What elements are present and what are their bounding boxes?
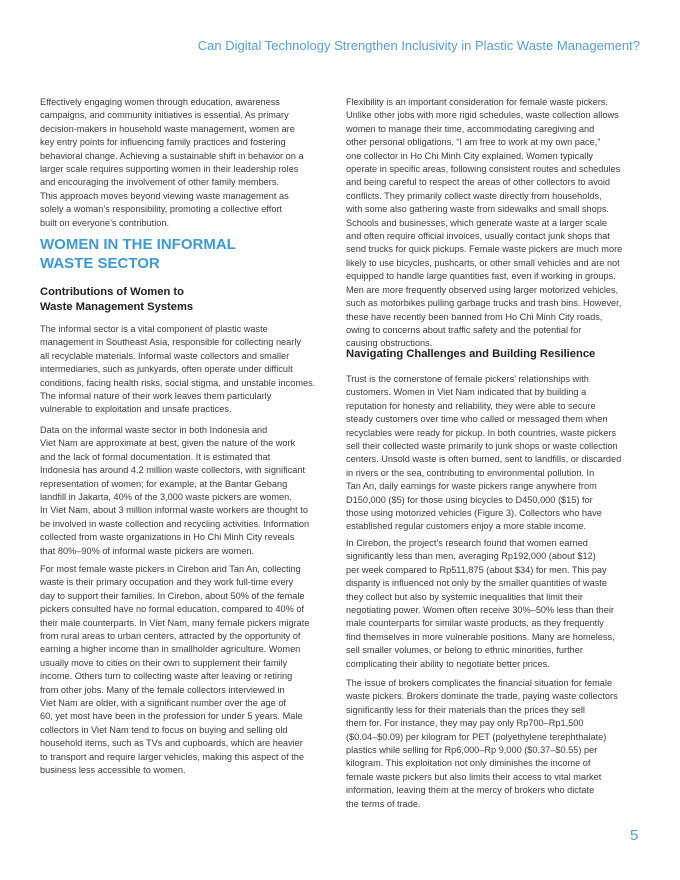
text-line: day to support their families. In Cirebon, about 50% of the female — [40, 590, 305, 601]
text-line: In Viet Nam, about 3 million informal waste workers are thought to — [40, 505, 308, 516]
text-line: recyclables were ready for pickup. In both countries, waste pickers — [346, 427, 617, 438]
text-line: In Cirebon, the project’s research found that women earned — [346, 538, 588, 548]
text-line: all recyclable materials. Informal waste collectors and smaller — [40, 350, 290, 361]
paragraph-cirebon — [346, 537, 644, 671]
text-line: causing obstructions. — [346, 338, 433, 349]
paragraph-female-pickers — [40, 563, 338, 778]
text-line: Schools and businesses, which generate waste at a larger scale — [346, 217, 607, 228]
text-line: reputation for honesty and reliability, they were able to secure — [346, 400, 596, 411]
text-line: and the lack of formal documentation. It is estimated that — [40, 451, 271, 462]
text-line: significantly less for their materials than the prices they sell — [346, 704, 585, 715]
text-line: Viet Nam are approximate at best, given the nature of the work — [40, 438, 296, 449]
paragraph-flexibility — [346, 96, 644, 351]
text-line: information, leaving them at the mercy of brokers who dictate — [346, 785, 595, 796]
text-line: owing to concerns about traffic safety and the potential for — [346, 324, 582, 335]
text-line: waste pickers. Brokers dominate the trade, paying waste collectors — [346, 691, 618, 702]
text-line: Viet Nam are older, with a significant number over the age of — [40, 698, 286, 709]
text-line: significantly less than men, averaging Rp192,000 (about $12) — [346, 551, 596, 562]
text-line: campaigns, and community initiatives is essential. As primary — [40, 110, 289, 121]
text-line: intermediaries, such as junkyards, often operate under difficult — [40, 364, 293, 375]
text-line: earning a higher income than in smallholder agriculture. Women — [40, 644, 301, 655]
text-line: usually move to cities on their own to supplement their family — [40, 657, 288, 668]
text-line: disparity is influenced not only by the smaller quantities of waste — [346, 578, 607, 589]
text-line: key entry points for influencing family practices and fostering — [40, 137, 286, 148]
text-line: and being careful to respect the areas of other collectors to avoid — [346, 177, 611, 188]
text-line: WOMEN IN THE INFORMAL — [40, 236, 236, 253]
text-line: customers. Women in Viet Nam indicated that by building a — [346, 387, 587, 398]
text-line: be involved in waste collection and recycling activities. Information — [40, 518, 310, 529]
text-line: solely a woman’s responsibility, promoting a collective effort — [40, 204, 283, 215]
text-line: representation of women; for example, at the Bantar Gebang — [40, 478, 288, 489]
text-line: WASTE SECTOR — [40, 255, 160, 272]
text-line: those using motorized vehicles (Figure 3). Collectors who have — [346, 508, 602, 519]
text-line: household items, such as TVs and cupboards, which are heavier — [40, 738, 303, 749]
paragraph-informal-sector — [40, 323, 338, 417]
text-line: established regular customers enjoy a more stable income. — [346, 521, 587, 532]
text-line: female waste pickers but also limits their access to vital market — [346, 771, 602, 782]
text-line: find themselves in more vulnerable positions. Many are homeless, — [346, 631, 615, 642]
text-line: This approach moves beyond viewing waste management as — [40, 190, 289, 201]
text-line: Unlike other jobs with more rigid schedules, waste collection allows — [346, 110, 619, 121]
text-line: operate in specific areas, following consistent routes and schedules — [346, 164, 621, 175]
text-line: other personal obligations. “I am free to work at my own pace,” — [346, 137, 601, 148]
text-line: built on everyone’s contribution. — [40, 217, 170, 228]
text-line: Trust is the cornerstone of female pickers’ relationships with — [346, 374, 589, 384]
text-line: male counterparts for similar waste products, as they frequently — [346, 618, 604, 629]
text-line: collected from waste organizations in Ho Chi Minh City reveals — [40, 532, 295, 543]
subheading-contributions — [40, 285, 193, 315]
text-line: management in Southeast Asia, responsible for collecting nearly — [40, 337, 301, 348]
text-line: pickers consulted have no formal education, compared to 40% of — [40, 604, 305, 615]
text-line: vulnerable to exploitation and unsafe practices. — [40, 404, 232, 415]
text-line: them for. For instance, they may pay only Rp700–Rp1,500 — [346, 718, 584, 729]
text-line: sell smaller volumes, or belong to ethnic minorities, further — [346, 645, 583, 656]
text-line: The informal nature of their work leaves them particularly — [40, 391, 272, 402]
text-line: negotiating power. Women often receive 30%–50% less than their — [346, 605, 614, 616]
intro-paragraph — [40, 96, 338, 230]
text-line: The issue of brokers complicates the financial situation for female — [346, 678, 613, 688]
text-line: Waste Management Systems — [40, 301, 194, 313]
text-line: they collect but also by systemic inequalities that limit their — [346, 591, 583, 602]
text-line: equipped to handle large quantities fast, even if working in groups. — [346, 271, 616, 282]
text-line: conditions, facing health risks, social stigma, and unstable incomes. — [40, 377, 316, 388]
text-line: ($0.04–$0.09) per kilogram for PET (polyethylene terephthalate) — [346, 731, 607, 742]
text-line: from other jobs. Many of the female collectors interviewed in — [40, 684, 285, 695]
text-line: and often require official invoices, usually contact junk shops that — [346, 231, 610, 242]
text-line: Contributions of Women to — [40, 286, 184, 298]
paragraph-brokers — [346, 677, 644, 811]
text-line: larger scale requires supporting women in their leadership roles — [40, 164, 299, 175]
text-line: to transport and require larger vehicles, making this aspect of the — [40, 751, 305, 762]
text-line: complicating their ability to negotiate better prices. — [346, 658, 550, 669]
text-line: waste is their primary occupation and they work full-time every — [40, 577, 294, 588]
paragraph-trust — [346, 373, 644, 534]
text-line: sell their collected waste primarily to junk shops or waste collection — [346, 441, 618, 452]
text-line: send trucks for quick pickups. Female waste pickers are much more — [346, 244, 623, 255]
text-line: one collector in Ho Chi Minh City explained. Women typically — [346, 150, 593, 161]
text-line: The informal sector is a vital component of plastic waste — [40, 324, 268, 334]
text-line: Data on the informal waste sector in both Indonesia and — [40, 425, 268, 435]
section-heading — [40, 235, 236, 273]
text-line: collectors in Viet Nam tend to focus on buying and selling old — [40, 724, 288, 735]
text-line: the terms of trade. — [346, 798, 421, 809]
page-number: 5 — [630, 827, 639, 844]
text-line: conflicts. They primarily collect waste directly from households, — [346, 190, 602, 201]
subheading-navigating: Navigating Challenges and Building Resilience — [346, 348, 596, 360]
text-line: Indonesia has around 4.2 million waste collectors, with significant — [40, 465, 306, 476]
text-line: per week compared to Rp511,875 (about $34) for men. This pay — [346, 564, 607, 575]
text-line: in rivers or the sea, contributing to environmental pollution. In — [346, 467, 595, 478]
text-line: business less accessible to women. — [40, 765, 186, 776]
text-line: Men are more frequently observed using larger motorized vehicles, — [346, 284, 619, 295]
text-line: For most female waste pickers in Cirebon and Tan An, collecting — [40, 564, 301, 574]
text-line: from rural areas to urban centers, attracted by the opportunity of — [40, 631, 301, 642]
text-line: and encouraging the involvement of other family members. — [40, 177, 280, 188]
text-line: that 80%–90% of informal waste pickers are women. — [40, 545, 254, 556]
text-line: women to manage their time, accommodating caregiving and — [346, 123, 595, 134]
text-line: kilogram. This exploitation not only diminishes the income of — [346, 758, 591, 769]
text-line: centers. Unsold waste is often burned, sent to landfills, or discarded — [346, 454, 622, 465]
text-line: such as motorbikes pulling garbage trucks and trash bins. However, — [346, 298, 622, 309]
text-line: decision-makers in household waste management, women are — [40, 123, 295, 134]
text-line: D150,000 ($5) for those using bicycles to D450,000 ($15) for — [346, 494, 593, 505]
text-line: income. Others turn to collecting waste after leaving or retiring — [40, 671, 293, 682]
text-line: steady customers over time who called or messaged them when — [346, 414, 608, 425]
text-line: likely to use bicycles, pushcarts, or other small vehicles and are not — [346, 257, 620, 268]
text-line: Flexibility is an important consideration for female waste pickers. — [346, 97, 608, 107]
text-line: behavioral change. Achieving a sustainable shift in behavior on a — [40, 150, 304, 161]
text-line: Tan An, daily earnings for waste pickers range anywhere from — [346, 481, 597, 492]
text-line: with some also gathering waste from sidewalks and small shops. — [346, 204, 609, 215]
text-line: these have recently been banned from Ho Chi Minh City roads, — [346, 311, 603, 322]
running-header: Can Digital Technology Strengthen Inclusivity in Plastic Waste Management? — [197, 38, 640, 53]
text-line: Effectively engaging women through education, awareness — [40, 97, 280, 107]
text-line: their male counterparts. In Viet Nam, many female pickers migrate — [40, 617, 310, 628]
paragraph-data — [40, 424, 338, 558]
text-line: plastics while selling for Rp6,000–Rp 9,000 ($0.37–$0.55) per — [346, 745, 598, 756]
text-line: 60, yet most have been in the profession for under 5 years. Male — [40, 711, 303, 722]
text-line: landfill in Jakarta, 40% of the 3,000 waste pickers are women. — [40, 492, 292, 503]
